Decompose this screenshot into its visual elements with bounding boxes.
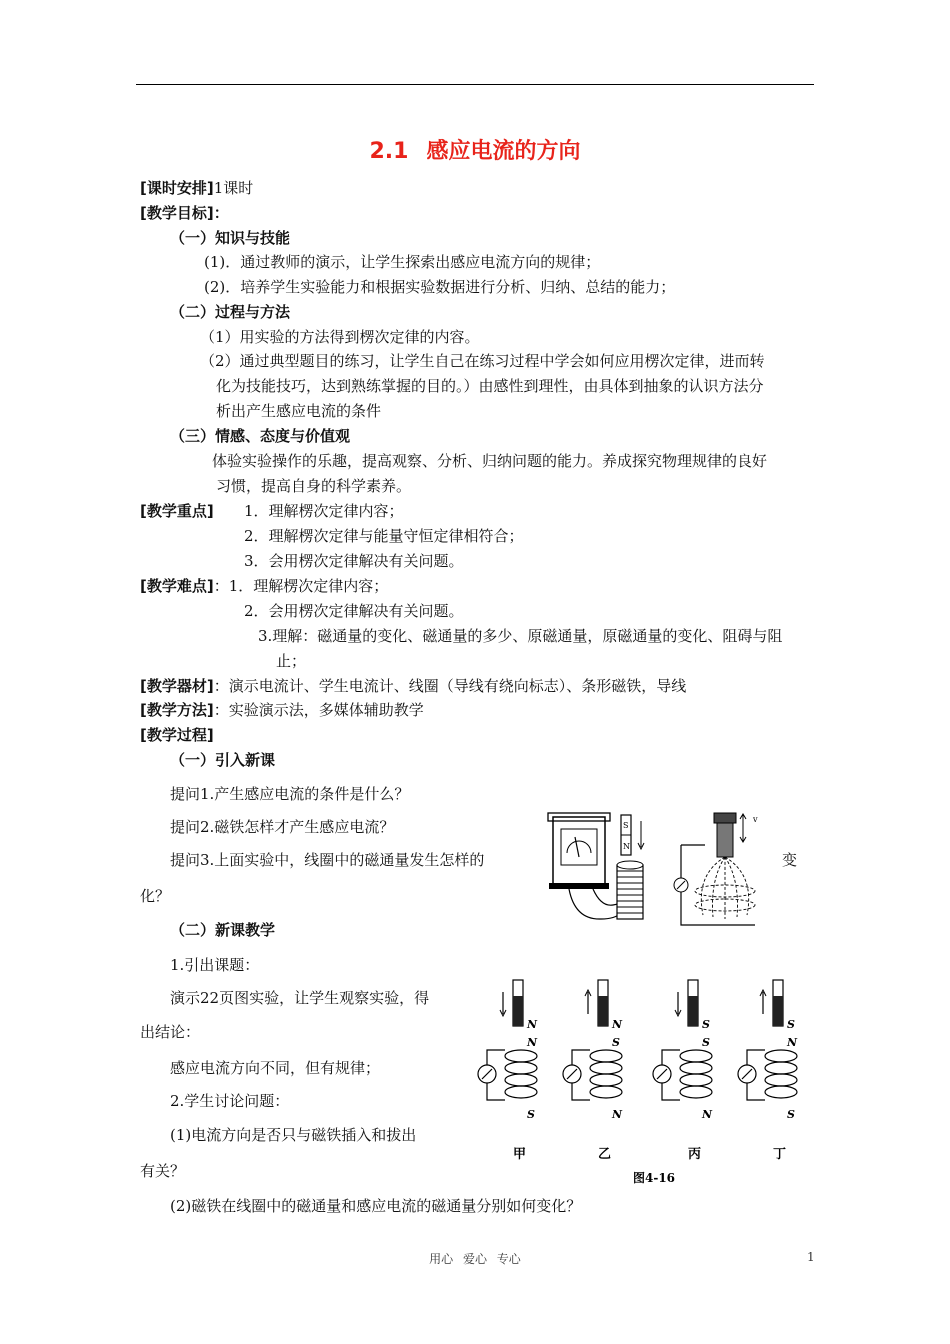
field-magnet-icon (714, 813, 758, 857)
para-3: 感应电流方向不同，但有规律； (170, 1059, 381, 1077)
panel-coil-top-pole: N (787, 1036, 798, 1049)
diff-item-3: 3.理解：磁通量的变化、磁通量的多少、原磁通量，原磁通量的变化、阻碍与阻 (258, 627, 783, 645)
key-label: [教学重点] (140, 502, 214, 520)
panel-coil-icon (590, 1050, 622, 1098)
sec2-item-1: （1）用实验的方法得到楞次定律的内容。 (200, 328, 480, 346)
equip-label: [教学器材] (140, 677, 214, 695)
sec1-heading: （一）知识与技能 (170, 229, 291, 247)
panel-galvanometer-icon (563, 1065, 581, 1083)
para-4: 2.学生讨论问题： (170, 1092, 290, 1110)
title-number: 2.1 (369, 139, 409, 164)
diff-item-2: 2．会用楞次定律解决有关问题。 (244, 602, 464, 620)
panel-label: 甲 (513, 1147, 527, 1162)
figure-panel (653, 980, 713, 1162)
figure-galvanometer-coil (545, 795, 780, 930)
sec3-heading: （三）情感、态度与价值观 (170, 427, 351, 445)
panel-coil-top-pole: N (527, 1036, 538, 1049)
para-2-cont: 出结论： (140, 1023, 201, 1041)
magnet-s-label: S (623, 821, 629, 830)
panel-galvanometer-icon (738, 1065, 756, 1083)
panel-galvanometer-icon (653, 1065, 671, 1083)
method-line (140, 700, 424, 720)
title-text: 感应电流的方向 (426, 139, 581, 164)
goals-label: [教学目标]： (140, 204, 229, 222)
magnet-n-label: N (623, 842, 630, 851)
part1-heading: （一）引入新课 (170, 751, 276, 769)
velocity-label: v (753, 815, 758, 824)
panel-magnet-pole: S (702, 1018, 710, 1031)
panel-coil-bottom-pole: S (787, 1108, 795, 1121)
panel-coil-icon (505, 1050, 537, 1098)
question-2: 提问2.磁铁怎样才产生感应电流？ (170, 818, 395, 836)
panel-magnet-pole: N (527, 1018, 538, 1031)
equip-value: ：演示电流计、学生电流计、线圈（导线有绕向标志）、条形磁铁，导线 (213, 677, 687, 695)
panel-label: 丁 (773, 1147, 787, 1162)
diff-label: [教学难点] (140, 577, 214, 595)
para-1: 1.引出课题： (170, 956, 260, 974)
field-lines-icon (695, 857, 755, 919)
equip-line (140, 676, 686, 696)
panel-coil-icon (765, 1050, 797, 1098)
panel-coil-top-pole: S (702, 1036, 710, 1049)
question-3-cont: 化？ (140, 887, 171, 905)
schedule-label: [课时安排] (140, 179, 214, 197)
sec2-item-2-line-1: （2）通过典型题目的练习，让学生自己在练习过程中学会如何应用楞次定律，进而转 (200, 352, 765, 370)
panel-magnet-pole: S (787, 1018, 795, 1031)
sec1-item-1: (1)．通过教师的演示，让学生探索出感应电流方向的规律； (204, 253, 601, 271)
question-3-tail: 变 (782, 851, 798, 869)
para-5: (1)电流方向是否只与磁铁插入和拔出 (170, 1126, 417, 1144)
figure-panel (563, 980, 623, 1162)
page-title (0, 134, 950, 165)
para-5-cont: 有关？ (140, 1162, 186, 1180)
sec1-item-2: (2)．培养学生实验能力和根据实验数据进行分析、归纳、总结的能力； (204, 278, 676, 296)
key-item-2: 2．理解楞次定律与能量守恒定律相符合； (244, 527, 524, 545)
sec2-heading: （二）过程与方法 (170, 303, 291, 321)
figure-panel (738, 980, 798, 1162)
schedule-value: 1课时 (213, 179, 254, 197)
schedule-line (140, 178, 253, 198)
down-arrow-icon (638, 821, 644, 849)
panel-label: 丙 (688, 1147, 702, 1162)
method-label: [教学方法] (140, 701, 214, 719)
figure-4-16 (475, 968, 825, 1193)
diff-line-1 (140, 576, 388, 596)
bar-magnet-icon (621, 815, 631, 855)
coil-icon (617, 861, 643, 919)
part2-heading: （二）新课教学 (170, 921, 276, 939)
sec3-line-2: 习惯，提高自身的科学素养。 (216, 477, 412, 495)
para-6: (2)磁铁在线圈中的磁通量和感应电流的磁通量分别如何变化？ (170, 1197, 582, 1215)
panel-magnet-pole: N (612, 1018, 623, 1031)
footer-motto: 用心 爱心 专心 (429, 1252, 521, 1266)
process-label: [教学过程] (140, 726, 214, 744)
meter-icon (674, 878, 688, 892)
figure-panel (478, 980, 538, 1162)
header-rule (136, 84, 814, 85)
sec2-item-2-line-3: 析出产生感应电流的条件 (216, 402, 382, 420)
panel-coil-bottom-pole: N (702, 1108, 713, 1121)
galvanometer-icon (548, 813, 610, 889)
page-number: 1 (807, 1250, 815, 1264)
figure-caption: 图4-16 (633, 1171, 676, 1185)
sec2-item-2-line-2: 化为技能技巧，达到熟练掌握的目的。）由感性到理性，由具体到抽象的认识方法分 (216, 377, 764, 395)
panel-coil-bottom-pole: S (527, 1108, 535, 1121)
question-1: 提问1.产生感应电流的条件是什么？ (170, 785, 410, 803)
panel-galvanometer-icon (478, 1065, 496, 1083)
diff-item-1: ：1．理解楞次定律内容； (213, 577, 389, 595)
panel-coil-icon (680, 1050, 712, 1098)
diff-item-3-cont: 止； (276, 652, 307, 670)
para-2: 演示22页图实验，让学生观察实验，得 (170, 989, 430, 1007)
panel-coil-top-pole: S (612, 1036, 620, 1049)
sec3-line-1: 体验实验操作的乐趣，提高观察、分析、归纳问题的能力。养成探究物理规律的良好 (212, 452, 768, 470)
panel-coil-bottom-pole: N (612, 1108, 623, 1121)
panel-label: 乙 (598, 1147, 612, 1162)
question-3: 提问3.上面实验中，线圈中的磁通量发生怎样的 (170, 851, 485, 869)
method-value: ：实验演示法，多媒体辅助教学 (213, 701, 424, 719)
key-item-3: 3．会用楞次定律解决有关问题。 (244, 552, 464, 570)
key-item-1: 1．理解楞次定律内容； (244, 502, 404, 520)
